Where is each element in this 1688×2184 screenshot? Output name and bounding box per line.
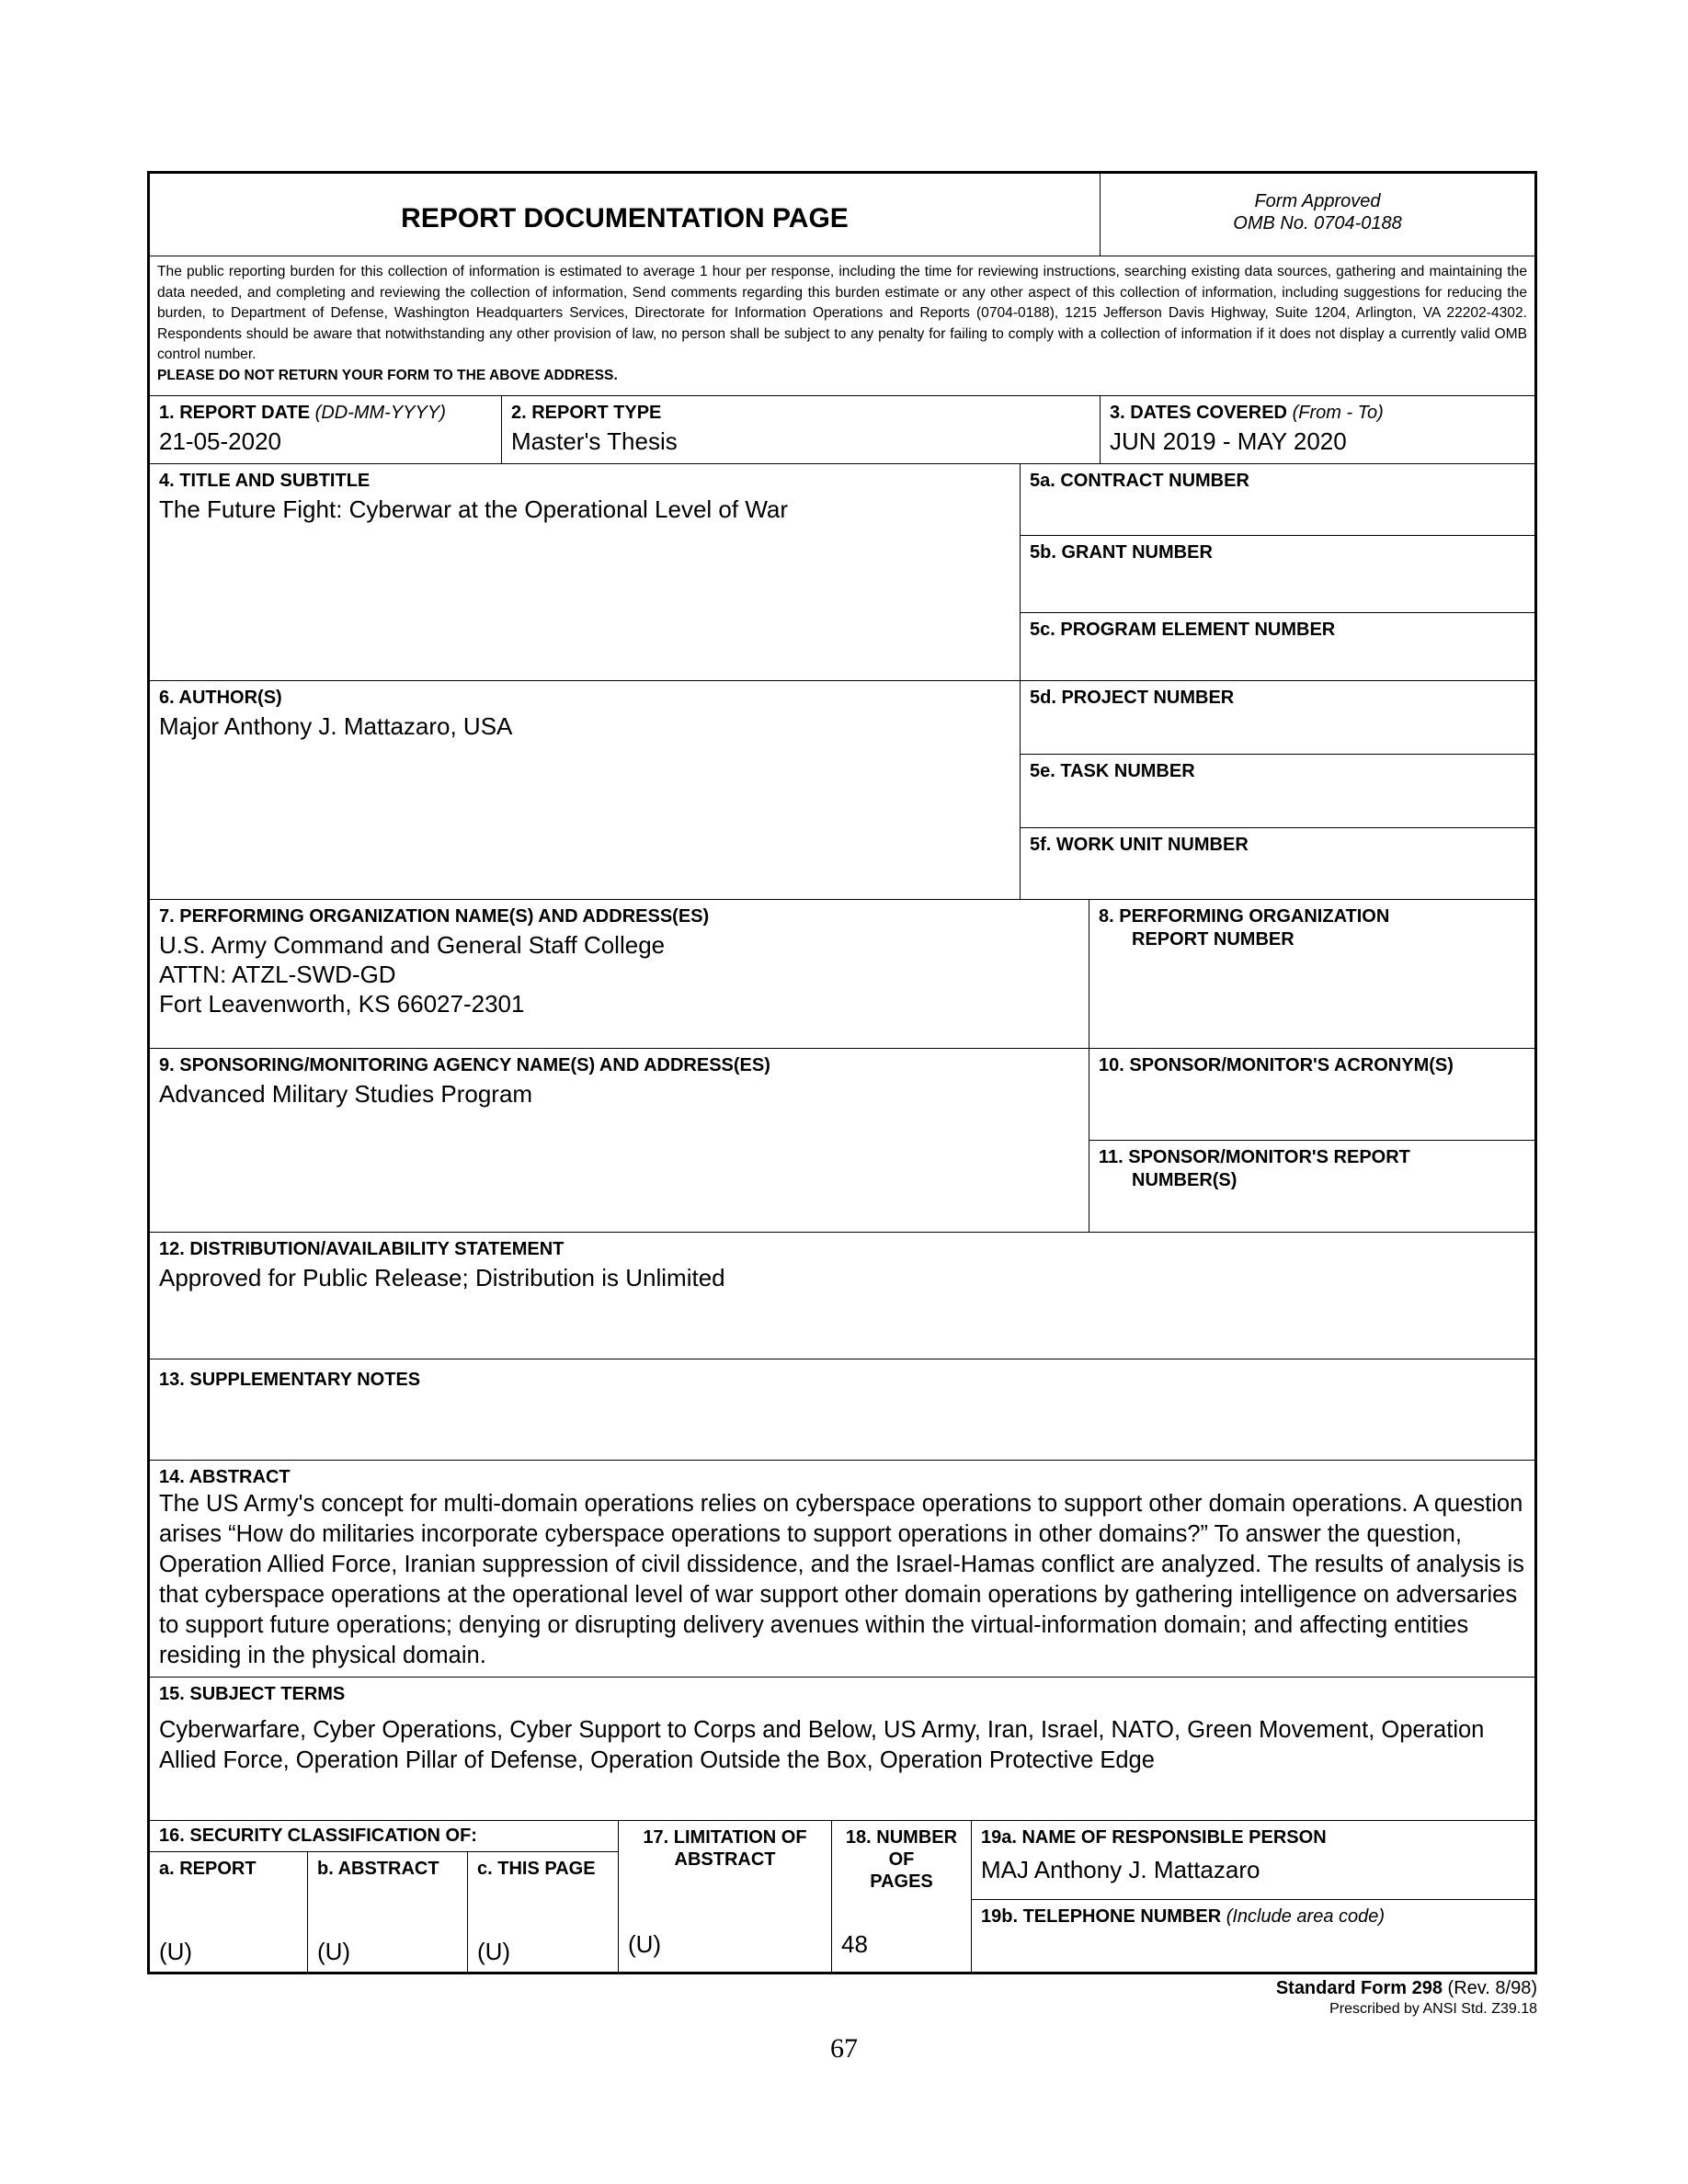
security-classification-header — [150, 1821, 619, 1852]
security-classification-label: 16. SECURITY CLASSIFICATION OF: — [159, 1826, 477, 1846]
performing-org-line2: ATTN: ATZL-SWD-GD — [159, 961, 396, 988]
form-revision: (Rev. 8/98) — [1447, 1978, 1537, 1998]
subject-terms-label: 15. SUBJECT TERMS — [159, 1684, 346, 1704]
pages-value: 48 — [841, 1930, 868, 1958]
pages-label1: 18. NUMBER — [845, 1827, 958, 1848]
abstract-cell — [150, 1461, 1534, 1678]
responsible-person-value: MAJ Anthony J. Mattazaro — [981, 1856, 1260, 1883]
grant-number-cell — [1021, 536, 1534, 613]
contract-number-cell — [1021, 464, 1534, 536]
performing-org-cell — [150, 900, 1089, 1049]
abstract-text: The US Army's concept for multi-domain operations relies on cyberspace operations to support other domain operations. A question arises “How do militaries incorporate cyberspace operations to support operations in other domains?” To answer the question, Operation Allied Force, Iranian suppression of civil dissidence, and the Israel-Hamas conflict are analyzed. The results of analysis is that cyberspace operations at the operational level of war support other domain operations by gathering intelligence on adversaries to support future operations; denying or disrupting delivery avenues within the virtual-information domain; and affecting entities residing in the physical domain. — [159, 1491, 1524, 1668]
abstract-class-value-cell — [308, 1891, 468, 1972]
distribution-label: 12. DISTRIBUTION/AVAILABILITY STATEMENT — [159, 1239, 565, 1259]
task-number-label: 5e. TASK NUMBER — [1030, 761, 1195, 781]
page-class-label: c. THIS PAGE — [477, 1859, 596, 1879]
page-class-value-cell — [468, 1891, 619, 1972]
report-documentation-form — [147, 171, 1537, 1974]
form-title-cell — [150, 174, 1101, 256]
responsible-person-cell — [972, 1821, 1534, 1900]
report-class-value-cell — [150, 1891, 308, 1972]
page-number: 67 — [830, 2033, 858, 2064]
limitation-cell — [619, 1821, 832, 1972]
number-of-pages-cell — [832, 1821, 972, 1972]
responsible-person-label: 19a. NAME OF RESPONSIBLE PERSON — [981, 1827, 1327, 1848]
task-number-cell — [1021, 755, 1534, 828]
report-date-value: 21-05-2020 — [159, 427, 281, 455]
report-date-cell — [150, 396, 502, 464]
dates-covered-hint: (From - To) — [1292, 403, 1384, 423]
telephone-hint: (Include area code) — [1226, 1906, 1386, 1927]
report-class-value: (U) — [159, 1938, 193, 1965]
work-unit-cell — [1021, 828, 1534, 900]
report-date-label: 1. REPORT DATE — [159, 403, 311, 423]
form-approved-cell — [1101, 174, 1534, 256]
title-subtitle-label: 4. TITLE AND SUBTITLE — [159, 471, 371, 491]
abstract-label: 14. ABSTRACT — [159, 1467, 291, 1487]
performing-org-report-label1: 8. PERFORMING ORGANIZATION — [1099, 906, 1390, 927]
page-class-value: (U) — [477, 1938, 511, 1965]
program-element-label: 5c. PROGRAM ELEMENT NUMBER — [1030, 620, 1336, 640]
burden-statement — [150, 256, 1534, 396]
report-type-value: Master's Thesis — [511, 427, 678, 455]
report-class-label: a. REPORT — [159, 1859, 257, 1879]
report-type-label: 2. REPORT TYPE — [511, 403, 662, 423]
limitation-label1: 17. LIMITATION OF — [643, 1827, 807, 1848]
contract-number-label: 5a. CONTRACT NUMBER — [1030, 471, 1249, 491]
work-unit-label: 5f. WORK UNIT NUMBER — [1030, 835, 1249, 855]
form-title: REPORT DOCUMENTATION PAGE — [401, 203, 849, 233]
performing-org-report-label2: REPORT NUMBER — [1132, 929, 1295, 950]
form-approved-line1: Form Approved — [1254, 191, 1381, 211]
sponsoring-agency-value: Advanced Military Studies Program — [159, 1080, 533, 1108]
form-footer — [1276, 1978, 1537, 2018]
return-warning: PLEASE DO NOT RETURN YOUR FORM TO THE ABOVE ADDRESS. — [157, 367, 618, 383]
title-subtitle-cell — [150, 464, 1021, 681]
performing-org-label: 7. PERFORMING ORGANIZATION NAME(S) AND ADDRESS(ES) — [159, 906, 710, 927]
distribution-value: Approved for Public Release; Distribution is Unlimited — [159, 1264, 725, 1291]
project-number-cell — [1021, 681, 1534, 755]
supplementary-notes-label: 13. SUPPLEMENTARY NOTES — [159, 1370, 421, 1390]
report-date-hint: (DD-MM-YYYY) — [314, 403, 446, 423]
subject-terms-cell — [150, 1678, 1534, 1821]
program-element-cell — [1021, 613, 1534, 681]
sponsor-acronym-cell — [1089, 1049, 1534, 1141]
abstract-class-label: b. ABSTRACT — [317, 1859, 439, 1879]
sponsor-report-number-label2: NUMBER(S) — [1132, 1170, 1237, 1190]
omb-number: OMB No. 0704-0188 — [1233, 213, 1402, 233]
standard-form-name: Standard Form 298 — [1275, 1978, 1443, 1998]
sponsor-report-number-label1: 11. SPONSOR/MONITOR'S REPORT — [1099, 1147, 1410, 1167]
pages-label2: OF — [888, 1849, 915, 1870]
performing-org-line3: Fort Leavenworth, KS 66027-2301 — [159, 990, 525, 1018]
title-subtitle-value: The Future Fight: Cyberwar at the Operational Level of War — [159, 495, 789, 523]
pages-label3: PAGES — [870, 1871, 933, 1892]
dates-covered-value: JUN 2019 - MAY 2020 — [1110, 427, 1347, 455]
performing-org-report-cell — [1089, 900, 1534, 1049]
prescribed-by: Prescribed by ANSI Std. Z39.18 — [1329, 2001, 1537, 2017]
limitation-value: (U) — [628, 1930, 662, 1958]
subject-terms-text: Cyberwarfare, Cyber Operations, Cyber Support to Corps and Below, US Army, Iran, Israel, NATO, Green Movement, Operation Allied Force, Operation Pillar of Defense, Operation Outside the Box, Operation Protective Edge — [159, 1717, 1485, 1773]
abstract-class-label-cell — [308, 1852, 468, 1891]
sponsor-acronym-label: 10. SPONSOR/MONITOR'S ACRONYM(S) — [1099, 1055, 1454, 1075]
sponsoring-agency-label: 9. SPONSORING/MONITORING AGENCY NAME(S) AND ADDRESS(ES) — [159, 1055, 770, 1075]
sponsor-report-number-cell — [1089, 1141, 1534, 1233]
performing-org-line1: U.S. Army Command and General Staff College — [159, 931, 666, 959]
burden-text: The public reporting burden for this collection of information is estimated to average 1 hour per response, including the time for reviewing instructions, searching existing data sources, gathering and maintaining the data needed, and completing and reviewing the collection of information, Send comments regarding this burden estimate or any other aspect of this collection of information, including suggestions for reducing the burden, to Department of Defense, Washington Headquarters Services, Directorate for Information Operations and Reports (0704-0188), 1215 Jefferson Davis Highway, Suite 1204, Arlington, VA 22202-4302. Respondents should be aware that notwithstanding any other provision of law, no person shall be subject to any penalty for failing to comply with a collection of information if it does not display a currently valid OMB control number. — [157, 264, 1527, 362]
authors-value: Major Anthony J. Mattazaro, USA — [159, 712, 513, 740]
authors-label: 6. AUTHOR(S) — [159, 688, 282, 708]
dates-covered-label: 3. DATES COVERED — [1110, 403, 1287, 423]
report-class-label-cell — [150, 1852, 308, 1891]
authors-cell — [150, 681, 1021, 900]
dates-covered-cell — [1101, 396, 1534, 464]
sponsoring-agency-cell — [150, 1049, 1089, 1233]
telephone-label: 19b. TELEPHONE NUMBER — [981, 1906, 1222, 1927]
supplementary-notes-cell — [150, 1359, 1534, 1461]
distribution-cell — [150, 1233, 1534, 1359]
abstract-class-value: (U) — [317, 1938, 351, 1965]
report-type-cell — [502, 396, 1101, 464]
telephone-cell — [972, 1900, 1534, 1972]
grant-number-label: 5b. GRANT NUMBER — [1030, 542, 1213, 563]
limitation-label2: ABSTRACT — [674, 1849, 776, 1870]
project-number-label: 5d. PROJECT NUMBER — [1030, 688, 1235, 708]
page-class-label-cell — [468, 1852, 619, 1891]
